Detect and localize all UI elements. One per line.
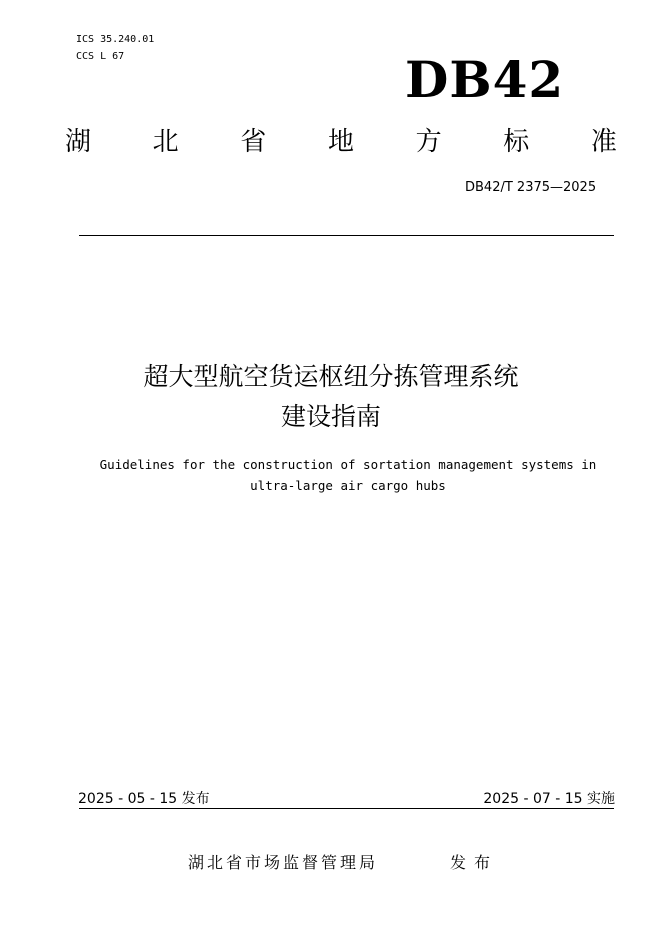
standard-type-char: 北 [152, 127, 179, 157]
publish-date: 2025 - 05 - 15 发布 [78, 791, 210, 807]
chinese-title-line2: 建设指南 [280, 402, 381, 431]
implement-date: 2025 - 07 - 15 实施 [483, 791, 615, 807]
issuing-authority: 湖北省市场监督管理局 [188, 853, 379, 872]
chinese-title-line1: 超大型航空货运枢纽分拣管理系统 [143, 362, 519, 391]
standard-type-char: 湖 [64, 127, 91, 157]
ics-code: ICS 35.240.01 [76, 34, 155, 45]
standard-logo: DB42 [405, 50, 565, 109]
bottom-divider [79, 808, 614, 809]
issue-label: 发布 [450, 853, 499, 872]
standard-number: DB42/T 2375—2025 [465, 180, 597, 195]
standard-type-char: 标 [503, 127, 530, 157]
ccs-code: CCS L 67 [76, 51, 125, 62]
top-divider [79, 235, 614, 236]
standard-type-char: 地 [327, 127, 354, 157]
english-title-line1: Guidelines for the construction of sortation management systems in [99, 457, 597, 472]
standard-type-char: 省 [240, 127, 267, 157]
standard-type-heading [60, 124, 622, 160]
standard-type-char: 方 [415, 127, 442, 157]
english-title-line2: ultra-large air cargo hubs [250, 478, 446, 493]
standard-type-char: 准 [590, 127, 617, 157]
